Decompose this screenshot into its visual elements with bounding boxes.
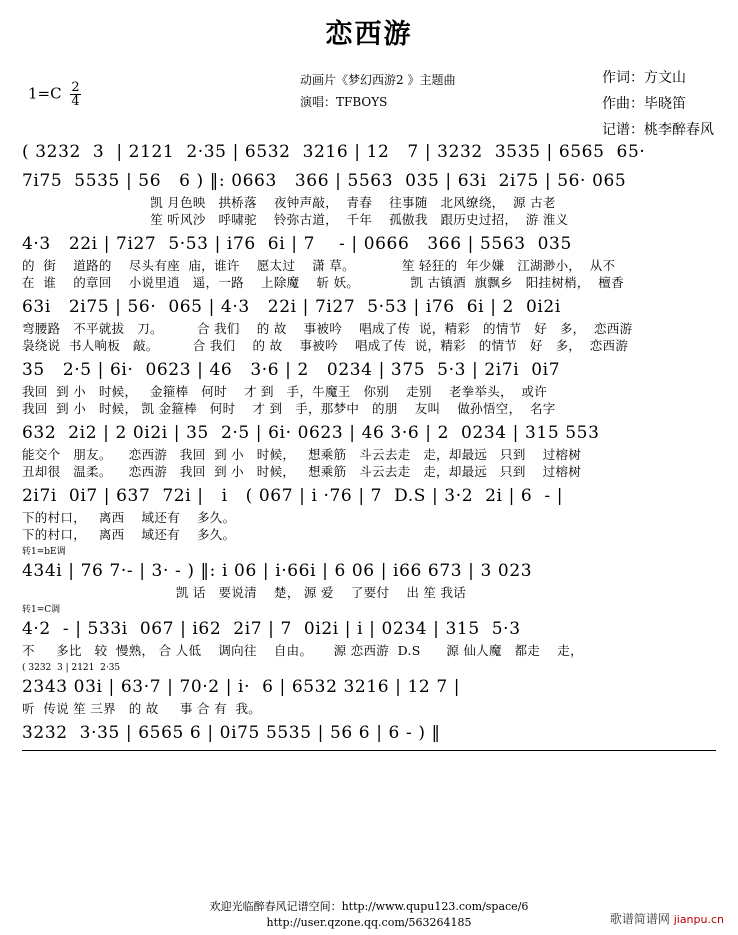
key-value: C: [50, 84, 62, 103]
site-name: 歌谱简谱网: [609, 912, 670, 926]
lyrics-row-1: 下的村口， 离西 域还有 多久。: [22, 510, 236, 525]
notation-row: 3232 3·35 | 6565 6 | 0i75 5535 | 56 6 | 6 - ) ‖: [22, 723, 441, 743]
music-system: [22, 420, 716, 480]
lyrics-row-1: 弯腰路 不平就拔 刀。 合 我们 的 故 事被吟 唱成了传 说，精彩 的情节 好 多， 恋西游: [22, 321, 633, 336]
site-watermark: [610, 910, 724, 927]
time-numerator: 2: [71, 80, 80, 95]
time-signature: [70, 81, 80, 108]
music-system: [22, 720, 716, 746]
music-system: [22, 168, 716, 228]
lyrics-row-1: 凯 话 要说清 楚， 源 爱 了要付 出 笙 我话: [22, 585, 467, 600]
key-signature: [28, 81, 81, 108]
lyrics-row-2: 在 谁 的章回 小说里逍 遥，一路 上除魔 斩 妖。 凯 古镇酒 旗飘乡 阳挂树梢， 檀香: [22, 275, 624, 290]
page-title: 恋西游: [325, 19, 413, 50]
footer-divider: [22, 750, 716, 751]
footer-line-1: 欢迎光临醉春风记谱空间：http://www.qupu123.com/space/6: [209, 900, 529, 913]
lyricist: 作词：方文山: [602, 70, 686, 86]
system-annotation: 转1=C调: [22, 605, 61, 615]
lyrics-row-2: 袅绕说 书人响板 敲。 合 我们 的 故 事被吟 唱成了传 说，精彩 的情节 好 多， 恋西游: [22, 338, 629, 353]
lyrics-row-1: 我回 到 小 时候， 金箍棒 何时 才 到 手，牛魔王 你别 走别 老拳举头， 或许: [22, 384, 548, 399]
site-url: jianpu.cn: [673, 913, 724, 926]
music-system: [22, 294, 716, 354]
notation-row: ( 3232 3 | 2121 2·35 | 6532 3216 | 12 7 | 3232 3535 | 6565 65·: [22, 142, 646, 162]
singer-line: [300, 91, 455, 113]
notation-row: 2i7i 0i7 | 637 72i | i ( 067 | i ·76 | 7 D.S | 3·2 2i | 6 - |: [22, 486, 564, 506]
music-system: [22, 483, 716, 543]
notation-row: 434i | 76 7·- | 3· - ) ‖: i 06 | i·66i | 6 06 | i66 673 | 3 023: [22, 561, 533, 581]
time-denominator: 4: [71, 94, 80, 109]
music-system: [22, 546, 716, 601]
composer: 作曲：毕晓笛: [602, 96, 686, 112]
credits-right: [602, 65, 714, 143]
music-system: [22, 662, 716, 717]
lyrics-row-2: 丑却很 温柔。 恋西游 我回 到 小 时候， 想乘筋 斗云去走 走，却最远 只到 过榕树: [22, 464, 582, 479]
lyrics-row-1: 不 多比 较 慢熟， 合 人低 调向往 自由。 源 恋西游 D.S 源 仙人魔 都走 走，: [22, 643, 583, 658]
notation-row: 632 2i2 | 2 0i2i | 35 2·5 | 6i· 0623 | 46 3·6 | 2 0234 | 315 553: [22, 423, 600, 443]
lyrics-row-2: 我回 到 小 时候， 凯 金箍棒 何时 才 到 手，那梦中 的朋 友叫 做孙悟空， 名字: [22, 401, 556, 416]
music-system: [22, 139, 716, 165]
system-annotation: ( 3232 3 | 2121 2·35: [22, 663, 121, 673]
notation-row: 35 2·5 | 6i· 0623 | 46 3·6 | 2 0234 | 375 5·3 | 2i7i 0i7: [22, 360, 561, 380]
system-annotation: 转1=bE调: [22, 547, 66, 557]
lyrics-row-1: 的 街 道路的 尽头有座 庙，谁许 愿太过 潇 草。 笙 轻狂的 年少嫌 江湖渺小， 从不: [22, 258, 616, 273]
notation-row: 7i75 5535 | 56 6 ) ‖: 0663 366 | 5563 035 | 63i 2i75 | 56· 065: [22, 171, 627, 191]
lyrics-row-2: 笙 听风沙 呼啸驼 铃弥古道， 千年 孤傲我 跟历史过招， 游 淮义: [22, 212, 569, 227]
lyrics-row-1: 凯 月色映 拱桥落 夜钟声敲， 青春 往事随 北风缭绕， 源 古老: [22, 195, 556, 210]
music-body: [0, 139, 738, 746]
singer-value: TFBOYS: [336, 95, 388, 109]
notation-row: 4·2 - | 533i 067 | i62 2i7 | 7 0i2i | i | 0234 | 315 5·3: [22, 619, 521, 639]
key-label: 1=: [28, 84, 51, 103]
music-system: [22, 231, 716, 291]
music-system: [22, 604, 716, 659]
sheet-music-page: [0, 12, 738, 935]
notation-row: 4·3 22i | 7i27 5·53 | i76 6i | 7 - | 0666 366 | 5563 035: [22, 234, 572, 254]
credits-middle: [300, 69, 455, 113]
lyrics-row-1: 听 传说 笙 三界 的 故 事 合 有 我。: [22, 701, 262, 716]
singer-label: 演唱：: [300, 95, 337, 109]
notation-row: 63i 2i75 | 56· 065 | 4·3 22i | 7i27 5·53 | i76 6i | 2 0i2i: [22, 297, 561, 317]
lyrics-row-1: 能交个 朋友。 恋西游 我回 到 小 时候， 想乘筋 斗云去走 走，却最远 只到 过榕树: [22, 447, 582, 462]
notation-row: 2343 03i | 63·7 | 70·2 | i· 6 | 6532 3216 | 12 7 |: [22, 677, 461, 697]
footer-line-2: http://user.qzone.qq.com/563264185: [266, 916, 472, 929]
lyrics-row-2: 下的村口， 离西 域还有 多久。: [22, 527, 236, 542]
music-system: [22, 357, 716, 417]
source-line: 动画片《梦幻西游2 》主题曲: [300, 73, 456, 87]
transcriber: 记谱：桃李醉春风: [602, 122, 714, 138]
header-block: [0, 51, 738, 137]
